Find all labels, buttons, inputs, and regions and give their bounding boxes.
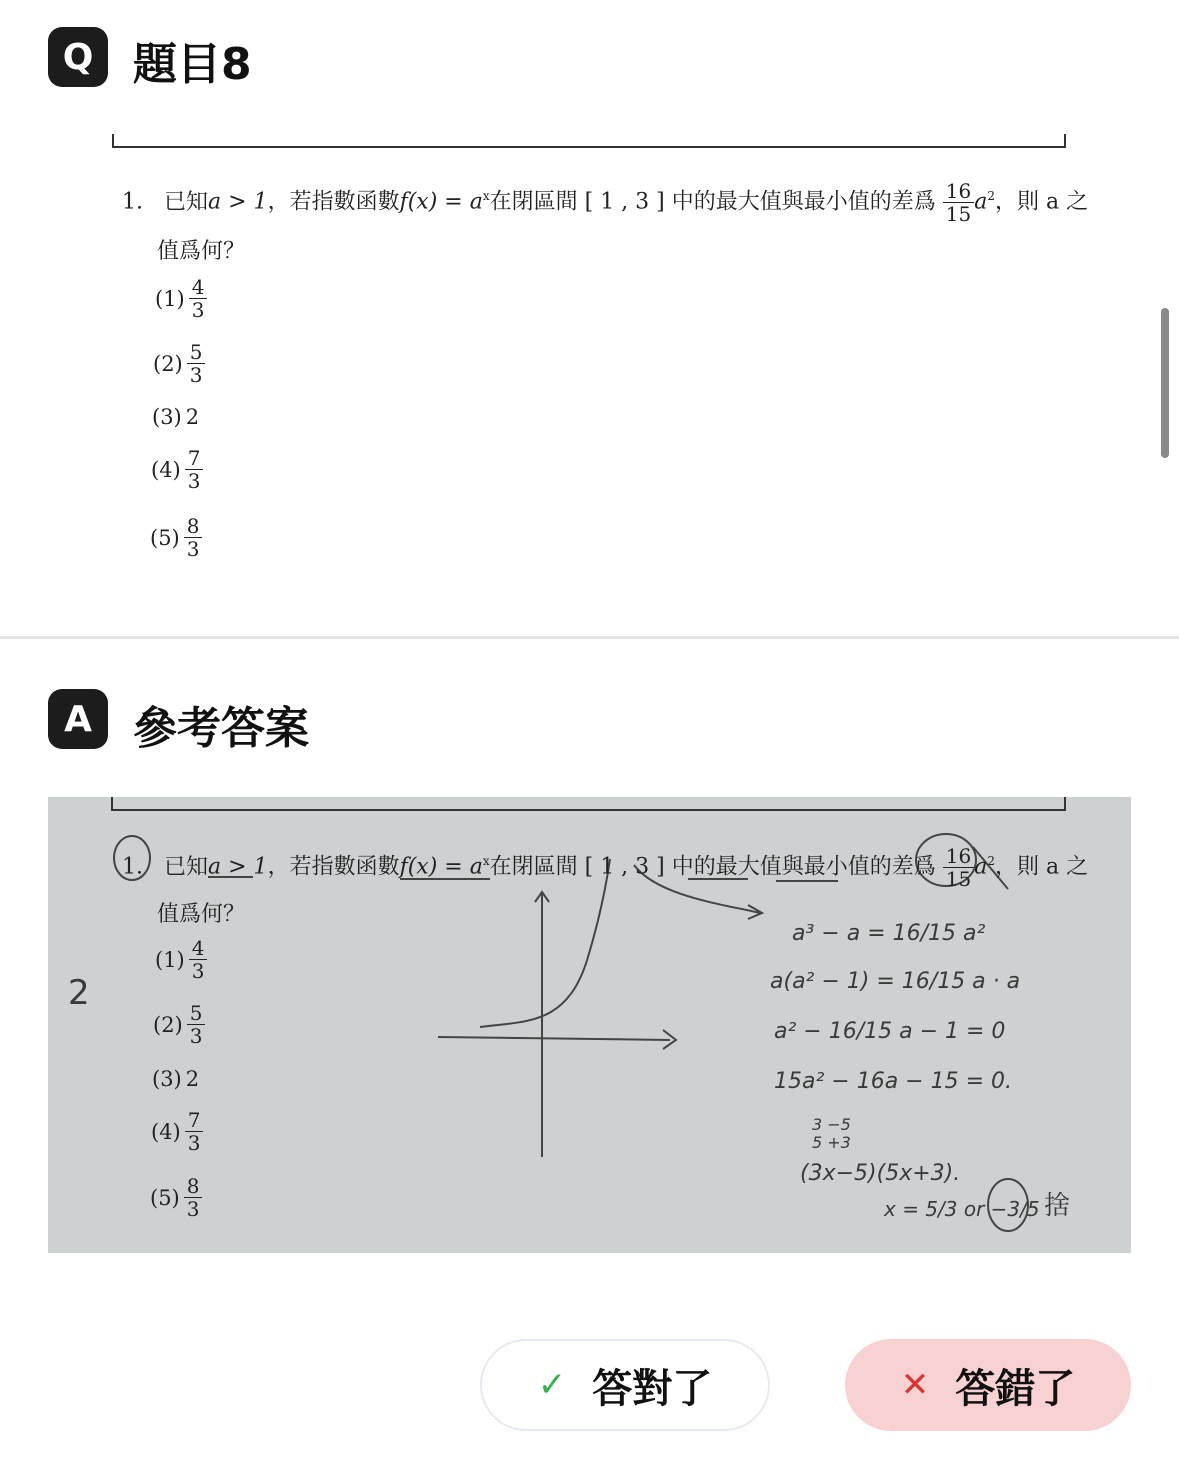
work-line-7: (3x−5)(5x+3).	[800, 1161, 961, 1186]
option-1: (1) $\frac{4}{3}$	[155, 276, 207, 321]
photo-question-line-1: 1. 已知a > 1，若指數函數$f(x) = a^x$在閉區間 [ 1 , 3 ] 中的最大值與最小值的差爲 $\frac{16}{15}$ $a^2$，則 a 之	[122, 844, 1089, 891]
check-icon: ✓	[537, 1365, 567, 1405]
answer-wrong-button[interactable]: ✕ 答錯了	[845, 1339, 1131, 1431]
work-line-6: 5 +3	[812, 1133, 851, 1152]
answer-badge: A	[48, 689, 108, 749]
work-line-2: a(a² − 1) = 16/15 a · a	[770, 969, 1021, 994]
work-line-3: a² − 16/15 a − 1 = 0	[774, 1019, 1006, 1044]
difference-fraction: $\frac{16}{15}$	[943, 180, 974, 225]
option-4: (4) $\frac{7}{3}$	[151, 447, 203, 492]
answer-correct-button[interactable]: ✓ 答對了	[480, 1339, 770, 1431]
answer-title: 參考答案	[133, 703, 309, 754]
question-badge: Q	[48, 27, 108, 87]
work-line-8: x = 5/3 or −3/5	[884, 1197, 1040, 1221]
answer-photo: 2 1. 已知a > 1，若指數函數$f(x) = a^x$在閉區間 [ 1 , 3 ] 中的最大值與最小值的差爲 $\frac{16}{15}$ $a^2$，則 a 之 值爲何？ (1) $\frac{4}{3}$ (2) $\frac{5}{3}$ (3) 2 (4) $\frac{7}{3}$ (5) $\frac{8}{3}$ a³ − a = 16/15 a² a(a² − 1) = 16/15 a · a a² − 16/15 a − 1 = 0 15a² − 16a − 15 = 0. 3 −5 5 +3 (3x−5)(5x+3). x = 5/3 or −3/5 捨	[48, 797, 1131, 1253]
work-line-1: a³ − a = 16/15 a²	[792, 921, 986, 946]
question-title: 題目8	[133, 39, 252, 90]
paper-top-rule	[110, 130, 1070, 152]
section-divider	[0, 636, 1179, 639]
work-line-9: 捨	[1044, 1191, 1071, 1221]
question-line-2: 值爲何？	[157, 239, 246, 264]
work-line-5: 3 −5	[812, 1115, 851, 1134]
scrollbar[interactable]	[1161, 308, 1169, 458]
question-number: 1.	[122, 189, 143, 215]
option-3: (3) 2	[152, 405, 200, 429]
question-line-1: 1. 已知a > 1，若指數函數$f(x) = a^x$在閉區間 [ 1 , 3 ] 中的最大值與最小值的差爲 $\frac{16}{15}$ $a^2$，則 a 之	[122, 179, 1089, 226]
option-2: (2) $\frac{5}{3}$	[153, 341, 205, 386]
option-5: (5) $\frac{8}{3}$	[150, 515, 202, 560]
work-line-4: 15a² − 16a − 15 = 0.	[774, 1069, 1013, 1094]
cross-icon: ✕	[900, 1365, 930, 1405]
margin-note: 2	[68, 973, 90, 1013]
